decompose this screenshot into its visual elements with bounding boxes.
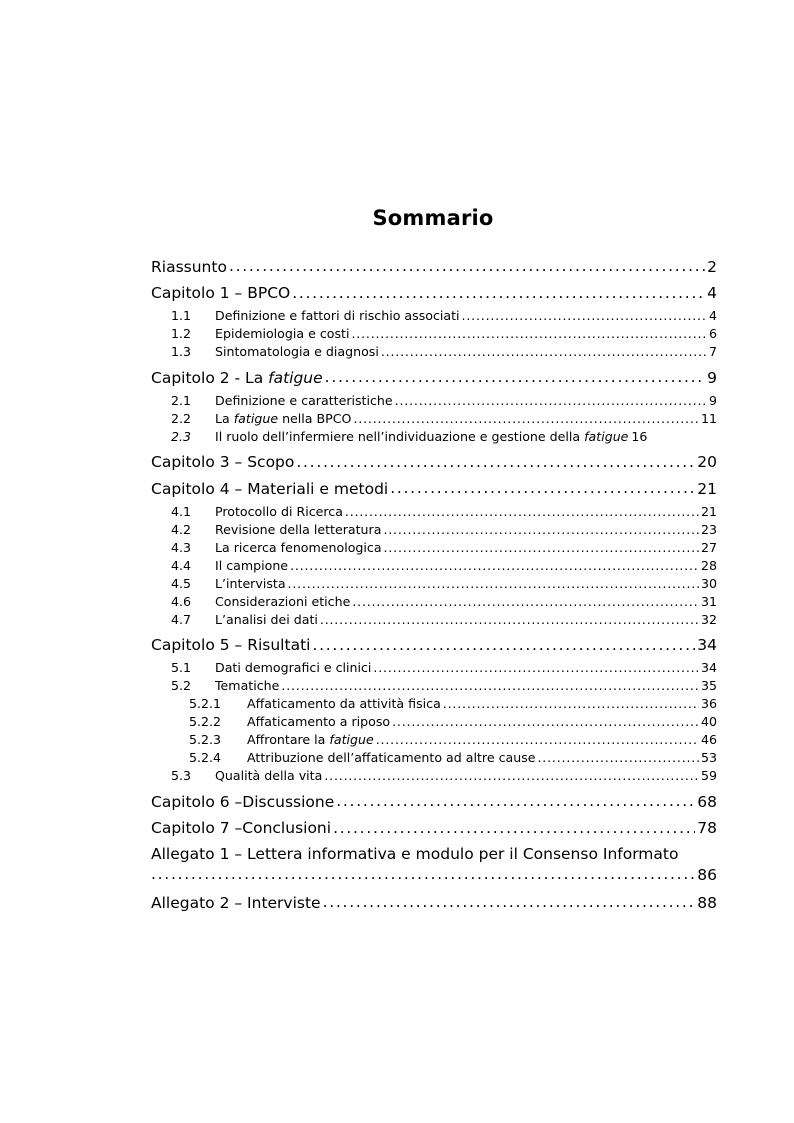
toc-page: 34 — [700, 660, 717, 675]
toc-label: L’analisi dei dati — [215, 611, 318, 627]
toc-number: 1.3 — [170, 344, 191, 359]
toc-page: 11 — [700, 410, 717, 426]
toc-entry-4-4[interactable] — [151, 557, 717, 575]
toc-page: 21 — [700, 503, 717, 519]
toc-page: 34 — [697, 636, 717, 654]
toc-page: 6 — [708, 326, 717, 341]
toc-entry-1-2[interactable] — [151, 325, 717, 343]
toc-entry-5-2[interactable] — [151, 677, 717, 695]
dot-leader — [538, 749, 699, 762]
dot-leader — [288, 575, 699, 588]
toc-entry-5-2-1[interactable] — [151, 695, 717, 713]
toc-label: Allegato 2 – Interviste — [151, 893, 321, 912]
toc-number: 5.2.2 — [188, 714, 221, 729]
toc-entry-2-3[interactable] — [151, 428, 717, 446]
toc-label: Protocollo di Ricerca — [215, 503, 343, 519]
toc-label: Capitolo 7 –Conclusioni — [151, 819, 332, 837]
toc-label-italic: fatigue — [268, 368, 323, 387]
toc-label — [151, 368, 323, 388]
toc-entry-4-1[interactable] — [151, 503, 717, 521]
toc-page: 31 — [700, 593, 717, 609]
dot-leader — [376, 731, 699, 744]
toc-page: 4 — [707, 284, 717, 302]
toc-number: 4.7 — [170, 611, 191, 627]
toc-number: 2.2 — [170, 410, 191, 426]
dot-leader — [324, 767, 699, 780]
toc-label — [215, 428, 628, 446]
dot-leader — [345, 503, 699, 516]
toc-label: Affaticamento da attività fisica — [247, 696, 441, 711]
toc-number: 2.1 — [170, 392, 191, 408]
toc-page: 20 — [697, 453, 717, 471]
toc-page: 40 — [700, 714, 717, 729]
toc-entry-4-6[interactable] — [151, 593, 717, 611]
toc-number: 4.3 — [170, 539, 191, 555]
dot-leader — [281, 677, 699, 690]
toc-page: 86 — [697, 865, 717, 884]
toc-entry-allegato-1[interactable] — [151, 844, 717, 890]
toc-label: Tematiche — [215, 678, 280, 693]
toc-number: 4.6 — [170, 593, 191, 609]
toc-page: 46 — [700, 732, 717, 747]
toc-entry-capitolo-7[interactable] — [151, 816, 717, 843]
dot-leader — [151, 864, 695, 880]
dot-leader — [353, 410, 699, 423]
toc-page: 36 — [700, 696, 717, 711]
toc-label: Capitolo 5 – Risultati — [151, 636, 311, 654]
toc-page: 32 — [700, 611, 717, 627]
toc-label: Capitolo 1 – BPCO — [151, 284, 291, 302]
toc-entry-2-2[interactable] — [151, 410, 717, 428]
toc-label: Definizione e caratteristiche — [215, 392, 393, 408]
dot-leader — [325, 367, 705, 383]
toc-number: 1.2 — [170, 326, 191, 341]
toc-entry-capitolo-1[interactable] — [151, 281, 717, 308]
dot-leader — [390, 478, 695, 494]
table-of-contents — [151, 254, 717, 917]
toc-entry-capitolo-5[interactable] — [151, 633, 717, 660]
toc-page: 9 — [707, 368, 717, 387]
toc-entry-5-2-4[interactable] — [151, 749, 717, 767]
toc-entry-allegato-2[interactable] — [151, 890, 717, 917]
toc-label — [215, 410, 351, 428]
toc-label: Riassunto — [151, 257, 227, 276]
toc-number: 2.3 — [170, 428, 191, 444]
toc-label: Epidemiologia e costi — [215, 326, 350, 341]
toc-label-italic: fatigue — [329, 732, 374, 747]
toc-page: 68 — [697, 792, 717, 811]
toc-entry-4-3[interactable] — [151, 539, 717, 557]
toc-label: Attribuzione dell’affaticamento ad altre cause — [247, 750, 536, 765]
toc-page: 27 — [700, 539, 717, 555]
toc-page: 21 — [697, 479, 717, 498]
page-title: Sommario — [372, 206, 494, 230]
dot-leader — [292, 283, 705, 299]
toc-number: 4.2 — [170, 521, 191, 537]
toc-page: 7 — [708, 344, 717, 359]
toc-entry-4-2[interactable] — [151, 521, 717, 539]
toc-label — [247, 731, 374, 749]
dot-leader — [395, 392, 707, 405]
toc-label: Qualità della vita — [215, 768, 323, 783]
toc-label: Capitolo 4 – Materiali e metodi — [151, 479, 389, 498]
toc-entry-1-1[interactable] — [151, 307, 717, 325]
toc-entry-capitolo-2[interactable] — [151, 365, 717, 392]
toc-label-text: La — [215, 410, 234, 426]
toc-page: 28 — [700, 557, 717, 573]
dot-leader — [384, 539, 699, 552]
toc-number: 5.2.1 — [188, 696, 221, 711]
toc-number: 5.2.3 — [188, 732, 221, 747]
toc-entry-capitolo-6[interactable] — [151, 789, 717, 816]
dot-leader — [333, 818, 695, 834]
toc-page: 78 — [697, 819, 717, 837]
toc-label: Revisione della letteratura — [215, 521, 382, 537]
dot-leader — [320, 611, 699, 624]
dot-leader — [462, 307, 707, 320]
toc-label-text: Capitolo 2 - La — [151, 368, 269, 387]
toc-number: 4.4 — [170, 557, 191, 573]
dot-leader — [383, 521, 699, 534]
toc-label-italic: fatigue — [584, 428, 629, 444]
toc-label: Capitolo 6 –Discussione — [151, 792, 335, 811]
toc-label: Capitolo 3 – Scopo — [151, 453, 295, 471]
dot-leader — [290, 557, 699, 570]
toc-page: 4 — [708, 308, 717, 323]
toc-page: 53 — [700, 750, 717, 765]
toc-label-continuation — [151, 864, 717, 890]
toc-page: 2 — [707, 257, 717, 276]
toc-entry-1-3[interactable] — [151, 343, 717, 361]
toc-page: 23 — [700, 521, 717, 537]
toc-number: 5.1 — [170, 660, 191, 675]
toc-page: 88 — [697, 893, 717, 912]
dot-leader — [312, 635, 695, 651]
toc-number: 4.1 — [170, 503, 191, 519]
toc-page: 9 — [708, 392, 717, 408]
toc-entry-capitolo-4[interactable] — [151, 476, 717, 503]
toc-number: 1.1 — [170, 308, 191, 323]
toc-label: Il campione — [215, 557, 289, 573]
toc-entry-5-2-2[interactable] — [151, 713, 717, 731]
toc-page: 16 — [631, 428, 648, 444]
toc-label: Allegato 1 – Lettera informativa e modulo per il Consenso Informato — [151, 845, 679, 863]
dot-leader — [296, 452, 695, 468]
toc-label: Affaticamento a riposo — [247, 714, 391, 729]
toc-entry-4-5[interactable] — [151, 575, 717, 593]
toc-number: 5.3 — [170, 768, 191, 783]
toc-label: La ricerca fenomenologica — [215, 539, 382, 555]
dot-leader — [352, 593, 699, 606]
toc-entry-5-2-3[interactable] — [151, 731, 717, 749]
toc-label: Dati demografici e clinici — [215, 660, 372, 675]
toc-entry-capitolo-3[interactable] — [151, 450, 717, 477]
dot-leader — [351, 325, 707, 338]
toc-page: 30 — [700, 575, 717, 591]
toc-entry-4-7[interactable] — [151, 611, 717, 629]
toc-number: 5.2.4 — [188, 750, 221, 765]
toc-label-text: Il ruolo dell’infermiere nell’individuazione e gestione della — [215, 428, 585, 444]
toc-label-text: nella BPCO — [278, 410, 352, 426]
dot-leader — [323, 892, 696, 908]
toc-entry-riassunto[interactable] — [151, 254, 717, 281]
dot-leader — [392, 713, 699, 726]
toc-page: 59 — [700, 768, 717, 783]
toc-label: L’intervista — [215, 575, 286, 591]
toc-entry-2-1[interactable] — [151, 392, 717, 410]
toc-label: Sintomatologia e diagnosi — [215, 344, 379, 359]
toc-label: Considerazioni etiche — [215, 593, 351, 609]
dot-leader — [336, 791, 695, 807]
dot-leader — [443, 695, 699, 708]
dot-leader — [229, 256, 705, 272]
toc-label: Definizione e fattori di rischio associati — [215, 308, 460, 323]
toc-entry-5-3[interactable] — [151, 767, 717, 785]
toc-page: 35 — [700, 678, 717, 693]
dot-leader — [381, 343, 707, 356]
toc-entry-5-1[interactable] — [151, 659, 717, 677]
toc-label-italic: fatigue — [233, 410, 279, 426]
toc-number: 4.5 — [170, 575, 191, 591]
toc-label-text: Affrontare la — [247, 732, 330, 747]
toc-number: 5.2 — [170, 678, 191, 693]
dot-leader — [373, 659, 699, 672]
